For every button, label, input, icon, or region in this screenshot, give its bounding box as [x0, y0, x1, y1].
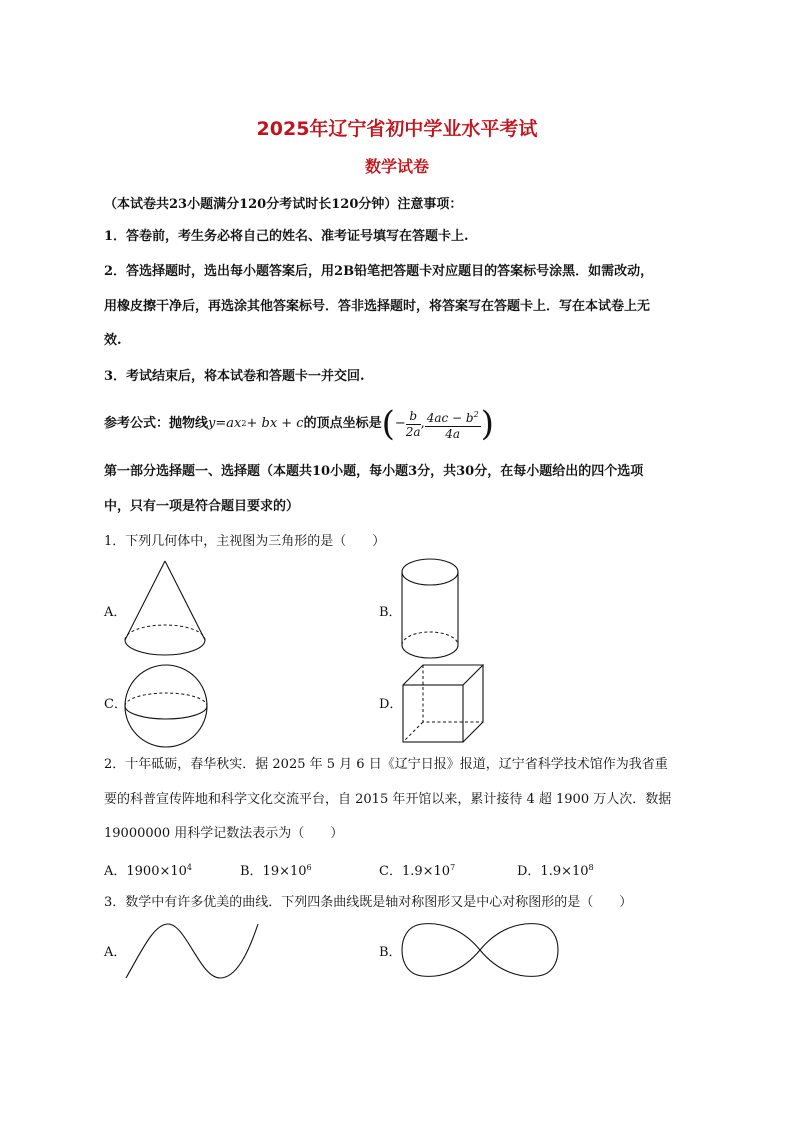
frac2-denominator: 4a [445, 426, 461, 441]
fraction-neg-b-over-2a [406, 409, 421, 440]
question-2-line-3: 19000000 用科学记数法表示为（ ） [104, 826, 344, 841]
note-item-2-line-1: 2．答选择题时，选出每小题答案后，用2B铅笔把答题卡对应题目的答案标号涂黑．如需改动， [104, 264, 654, 279]
exam-subtitle: 数学试卷 [364, 157, 429, 176]
formula-prefix: 参考公式：抛物线 [104, 416, 209, 431]
comma: , [420, 416, 425, 431]
notes-intro: （本试卷共23小题满分120分考试时长120分钟）注意事项： [104, 197, 463, 212]
reference-formula [104, 404, 494, 444]
q2-option-c: C．$1.9\times 10^7$ [379, 863, 456, 879]
q2-option-b: B．$19\times 10^6$ [240, 863, 312, 879]
fraction-4ac-minus-b2-over-4a [425, 407, 481, 442]
note-item-2-line-2: 用橡皮擦干净后，再选涂其他答案标号．答非选择题时，将答案写在答题卡上．写在本试卷上无 [104, 299, 651, 314]
formula-ax: ax [226, 416, 242, 431]
lemniscate-figure [400, 920, 560, 980]
q3-option-a-label: A． [104, 945, 127, 960]
question-2-line-2: 要的科普宣传阵地和科学文化交流平台，自 2015 年开馆以来，累计接待 4 超 1900 万人次．数据 [104, 792, 672, 807]
q1-option-c-label: C． [104, 697, 127, 712]
minus-sign: − [394, 416, 406, 431]
formula-y: y [208, 416, 216, 431]
right-paren: ) [480, 404, 494, 444]
sine-curve-figure [124, 920, 260, 982]
left-paren: ( [381, 404, 395, 444]
q2-option-d: D．$1.9\times 10^8$ [517, 863, 594, 879]
formula-rest: + bx + c [246, 416, 304, 431]
formula-exp: 2 [241, 419, 247, 428]
cone-figure [120, 560, 210, 665]
question-1-stem: 1．下列几何体中，主视图为三角形的是（ ） [104, 534, 386, 549]
question-2-line-1: 2．十年砥砺，春华秋实．据 2025 年 5 月 6 日《辽宁日报》报道，辽宁省科学技术馆作为我省重 [104, 757, 668, 772]
section-heading-line-1: 第一部分选择题一、选择题（本题共10小题，每小题3分，共30分，在每小题给出的四个选项 [104, 464, 644, 479]
note-item-1: 1．答卷前，考生务必将自己的姓名、准考证号填写在答题卡上. [104, 229, 469, 244]
frac1-numerator: b [406, 409, 421, 425]
q1-option-d-label: D． [379, 697, 403, 712]
q2-option-a: A．$1900\times 10^4$ [104, 863, 193, 879]
question-3-stem: 3．数学中有许多优美的曲线．下列四条曲线既是轴对称图形又是中心对称图形的是（ ） [104, 895, 633, 910]
formula-eq: = [215, 416, 227, 431]
q3-option-b-label: B． [379, 945, 402, 960]
sphere-figure [124, 664, 210, 750]
formula-middle: 的顶点坐标是 [303, 416, 382, 431]
q1-option-b-label: B． [379, 605, 402, 620]
note-item-2-line-3: 效. [104, 333, 122, 348]
frac2-numerator: $4ac - b^2$ [425, 407, 481, 427]
frac1-denominator: 2a [405, 424, 421, 439]
note-item-3: 3．考试结束后，将本试卷和答题卡一并交回. [104, 369, 365, 384]
cube-figure [402, 664, 484, 744]
section-heading-line-2: 中，只有一项是符合题目要求的） [104, 499, 300, 514]
cylinder-figure [400, 558, 460, 663]
q1-option-a-label: A． [104, 605, 127, 620]
exam-title: 2025年辽宁省初中学业水平考试 [256, 118, 538, 140]
